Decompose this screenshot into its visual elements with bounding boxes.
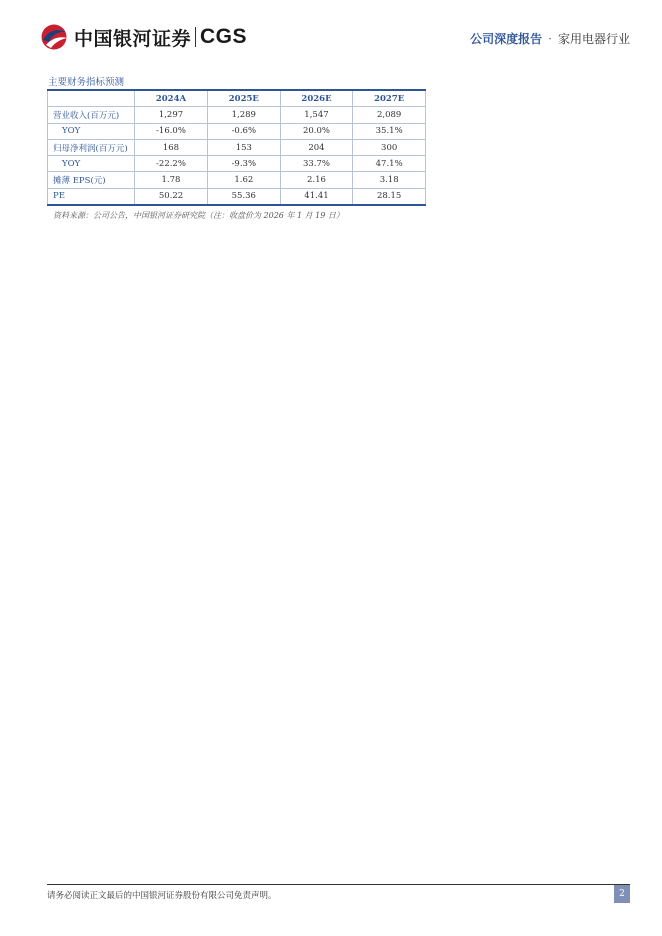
table-row bbox=[48, 188, 426, 205]
row-label: PE bbox=[48, 188, 135, 205]
row-label: 归母净利润(百万元) bbox=[48, 139, 135, 155]
table-cell: 33.7% bbox=[280, 156, 353, 172]
table-cell: 204 bbox=[280, 139, 353, 155]
table-row bbox=[48, 123, 426, 139]
cgs-logo-mark-icon bbox=[40, 24, 70, 50]
header-separator: · bbox=[548, 31, 552, 46]
row-label: YOY bbox=[48, 123, 135, 139]
table-cell: 1,289 bbox=[207, 107, 280, 123]
row-label: 摊薄 EPS(元) bbox=[48, 172, 135, 188]
logo-divider bbox=[195, 27, 196, 47]
table-title: 主要财务指标预测 bbox=[48, 77, 125, 88]
table-cell: 2,089 bbox=[353, 107, 426, 123]
cgs-logo bbox=[40, 24, 247, 50]
column-header: 2026E bbox=[280, 90, 353, 107]
table-row bbox=[48, 139, 426, 155]
page-header bbox=[0, 0, 662, 60]
table-cell: 2.16 bbox=[280, 172, 353, 188]
table-row bbox=[48, 172, 426, 188]
table-cell: -22.2% bbox=[135, 156, 208, 172]
table-source-note: 资料来源：公司公告，中国银河证券研究院（注：收盘价为 2026 年 1 月 19 日） bbox=[53, 211, 344, 220]
logo-english-name: CGS bbox=[200, 25, 248, 48]
table-cell: -9.3% bbox=[207, 156, 280, 172]
column-header bbox=[48, 90, 135, 107]
table-cell: -0.6% bbox=[207, 123, 280, 139]
column-header: 2027E bbox=[353, 90, 426, 107]
table-cell: 1,297 bbox=[135, 107, 208, 123]
table-cell: 168 bbox=[135, 139, 208, 155]
column-header: 2025E bbox=[207, 90, 280, 107]
table-cell: -16.0% bbox=[135, 123, 208, 139]
table-cell: 28.15 bbox=[353, 188, 426, 205]
table-cell: 1.62 bbox=[207, 172, 280, 188]
table-cell: 1.78 bbox=[135, 172, 208, 188]
table-row bbox=[48, 156, 426, 172]
table-cell: 3.18 bbox=[353, 172, 426, 188]
report-category bbox=[470, 30, 630, 47]
industry-label: 家用电器行业 bbox=[557, 32, 630, 46]
report-type: 公司深度报告 bbox=[470, 32, 543, 46]
financial-forecast-table bbox=[47, 89, 426, 206]
table-cell: 47.1% bbox=[353, 156, 426, 172]
footer-disclaimer: 请务必阅读正文最后的中国银河证券股份有限公司免责声明。 bbox=[47, 891, 277, 901]
table-cell: 1,547 bbox=[280, 107, 353, 123]
table-cell: 35.1% bbox=[353, 123, 426, 139]
table-cell: 300 bbox=[353, 139, 426, 155]
table-cell: 55.36 bbox=[207, 188, 280, 205]
column-header: 2024A bbox=[135, 90, 208, 107]
row-label: 营业收入(百万元) bbox=[48, 107, 135, 123]
table-cell: 50.22 bbox=[135, 188, 208, 205]
table-row bbox=[48, 107, 426, 123]
table-cell: 41.41 bbox=[280, 188, 353, 205]
row-label: YOY bbox=[48, 156, 135, 172]
table-header-row bbox=[48, 90, 426, 107]
table-cell: 20.0% bbox=[280, 123, 353, 139]
page-number: 2 bbox=[614, 885, 630, 903]
footer-divider bbox=[47, 884, 630, 885]
logo-chinese-name: 中国银河证券 bbox=[74, 27, 192, 50]
table-cell: 153 bbox=[207, 139, 280, 155]
